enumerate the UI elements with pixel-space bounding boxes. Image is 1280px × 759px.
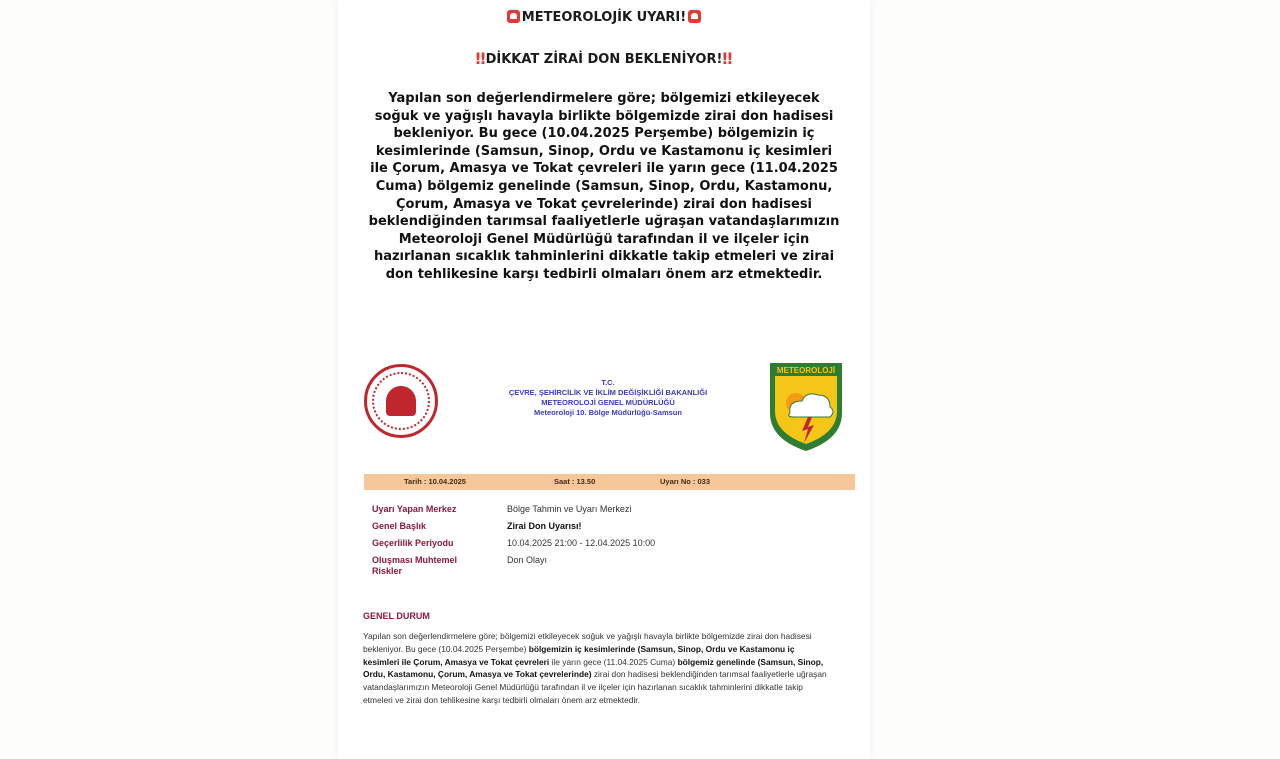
alert-subtitle	[338, 49, 870, 68]
exclamation-icon: ‼	[722, 49, 733, 68]
general-text: Yapılan son değerlendirmelere göre; bölgemizi etkileyecek soğuk ve yağışlı havayla birlikte bölgemizde zirai don hadisesi bekleniyor. Bu gece (10.04.2025 Perşembe)	[363, 631, 812, 654]
details-table	[372, 504, 832, 585]
siren-icon	[688, 10, 701, 23]
general-status-body	[363, 630, 833, 707]
document-page	[338, 0, 870, 759]
detail-value: 10.04.2025 21:00 - 12.04.2025 10:00	[507, 538, 656, 548]
general-text: ile yarın gece (11.04.2025 Cuma)	[551, 656, 676, 667]
header-line-tc: T.C.	[601, 378, 615, 387]
detail-row	[372, 538, 832, 555]
ministry-seal-logo	[364, 364, 438, 438]
siren-icon	[507, 10, 520, 23]
alert-title	[338, 10, 870, 25]
general-text: zirai don hadisesi beklendiğinden tarımsal faaliyetlerle uğraşan vatandaşlarımızın Meteoroloji Genel Müdürlüğü tarafından il ve ilçeler için hazırlanan sıcaklık tahminlerini dikkatle takip etmeleri ve zirai don tehlikesine karşı tedbirli olmaları önem arz etmektedir.	[363, 669, 827, 705]
detail-key: Geçerlilik Periyodu	[372, 538, 454, 548]
alert-paragraph: Yapılan son değerlendirmelere göre; bölgemizi etkileyecek soğuk ve yağışlı havayla birlikte bölgemizde zirai don hadisesi bekleniyor. Bu gece (10.04.2025 Perşembe) bölgemizin iç kesimlerinde (Samsun, Sinop, Ordu ve Kastamonu iç kesimleri ile Çorum, Amasya ve Tokat çevreleri ile yarın gece (11.04.2025 Cuma) bölgemiz genelinde (Samsun, Sinop, Ordu, Kastamonu, Çorum, Amasya ve Tokat çevrelerinde) zirai don hadisesi beklendiğinden tarımsal faaliyetlerle uğraşan vatandaşlarımızın Meteoroloji Genel Müdürlüğü tarafından il ve ilçeler için hazırlanan sıcaklık tahminlerini dikkatle takip etmeleri ve zirai don tehlikesine karşı tedbirli olmaları önem arz etmektedir.	[368, 91, 840, 282]
ministry-header	[458, 378, 758, 418]
detail-row	[372, 555, 832, 585]
meteoroloji-shield-logo	[768, 361, 844, 453]
alert-info-bar	[364, 474, 855, 490]
detail-key: Oluşması Muhtemel Riskler	[372, 555, 458, 576]
alert-subtitle-text: DİKKAT ZİRAİ DON BEKLENİYOR!	[485, 52, 723, 67]
header-line-directorate: METEOROLOJİ GENEL MÜDÜRLÜĞÜ	[541, 398, 675, 407]
header-line-ministry: ÇEVRE, ŞEHİRCİLİK VE İKLİM DEĞİŞİKLİĞİ BAKANLIĞI	[508, 388, 708, 397]
exclamation-icon: ‼	[475, 49, 486, 68]
detail-value: Don Olayı	[507, 555, 548, 565]
general-bold-text: bölgemizin iç kesimlerinde (Samsun, Sinop, Ordu ve Kastamonu iç kesimleri ile Çorum, Amasya ve Tokat çevreleri	[363, 643, 795, 667]
alert-title-text: METEOROLOJİK UYARI!	[521, 10, 687, 25]
info-number: Uyarı No : 033	[660, 477, 711, 486]
header-line-region: Meteoroloji 10. Bölge Müdürlüğü-Samsun	[534, 408, 682, 417]
detail-value: Bölge Tahmin ve Uyarı Merkezi	[507, 504, 632, 514]
detail-row	[372, 504, 832, 521]
detail-key: Genel Başlık	[372, 521, 427, 531]
info-date: Tarih : 10.04.2025	[404, 477, 466, 486]
detail-value: Zirai Don Uyarısı!	[507, 521, 582, 531]
svg-text:METEOROLOJİ: METEOROLOJİ	[776, 366, 836, 375]
detail-row	[372, 521, 832, 538]
detail-key: Uyarı Yapan Merkez	[372, 504, 457, 514]
general-bold-text: bölgemiz genelinde (Samsun, Sinop, Ordu, Kastamonu, Çorum, Amasya ve Tokat çevrelerinde)	[363, 656, 824, 680]
general-status-title: GENEL DURUM	[363, 611, 430, 621]
info-time: Saat : 13.50	[554, 477, 596, 486]
